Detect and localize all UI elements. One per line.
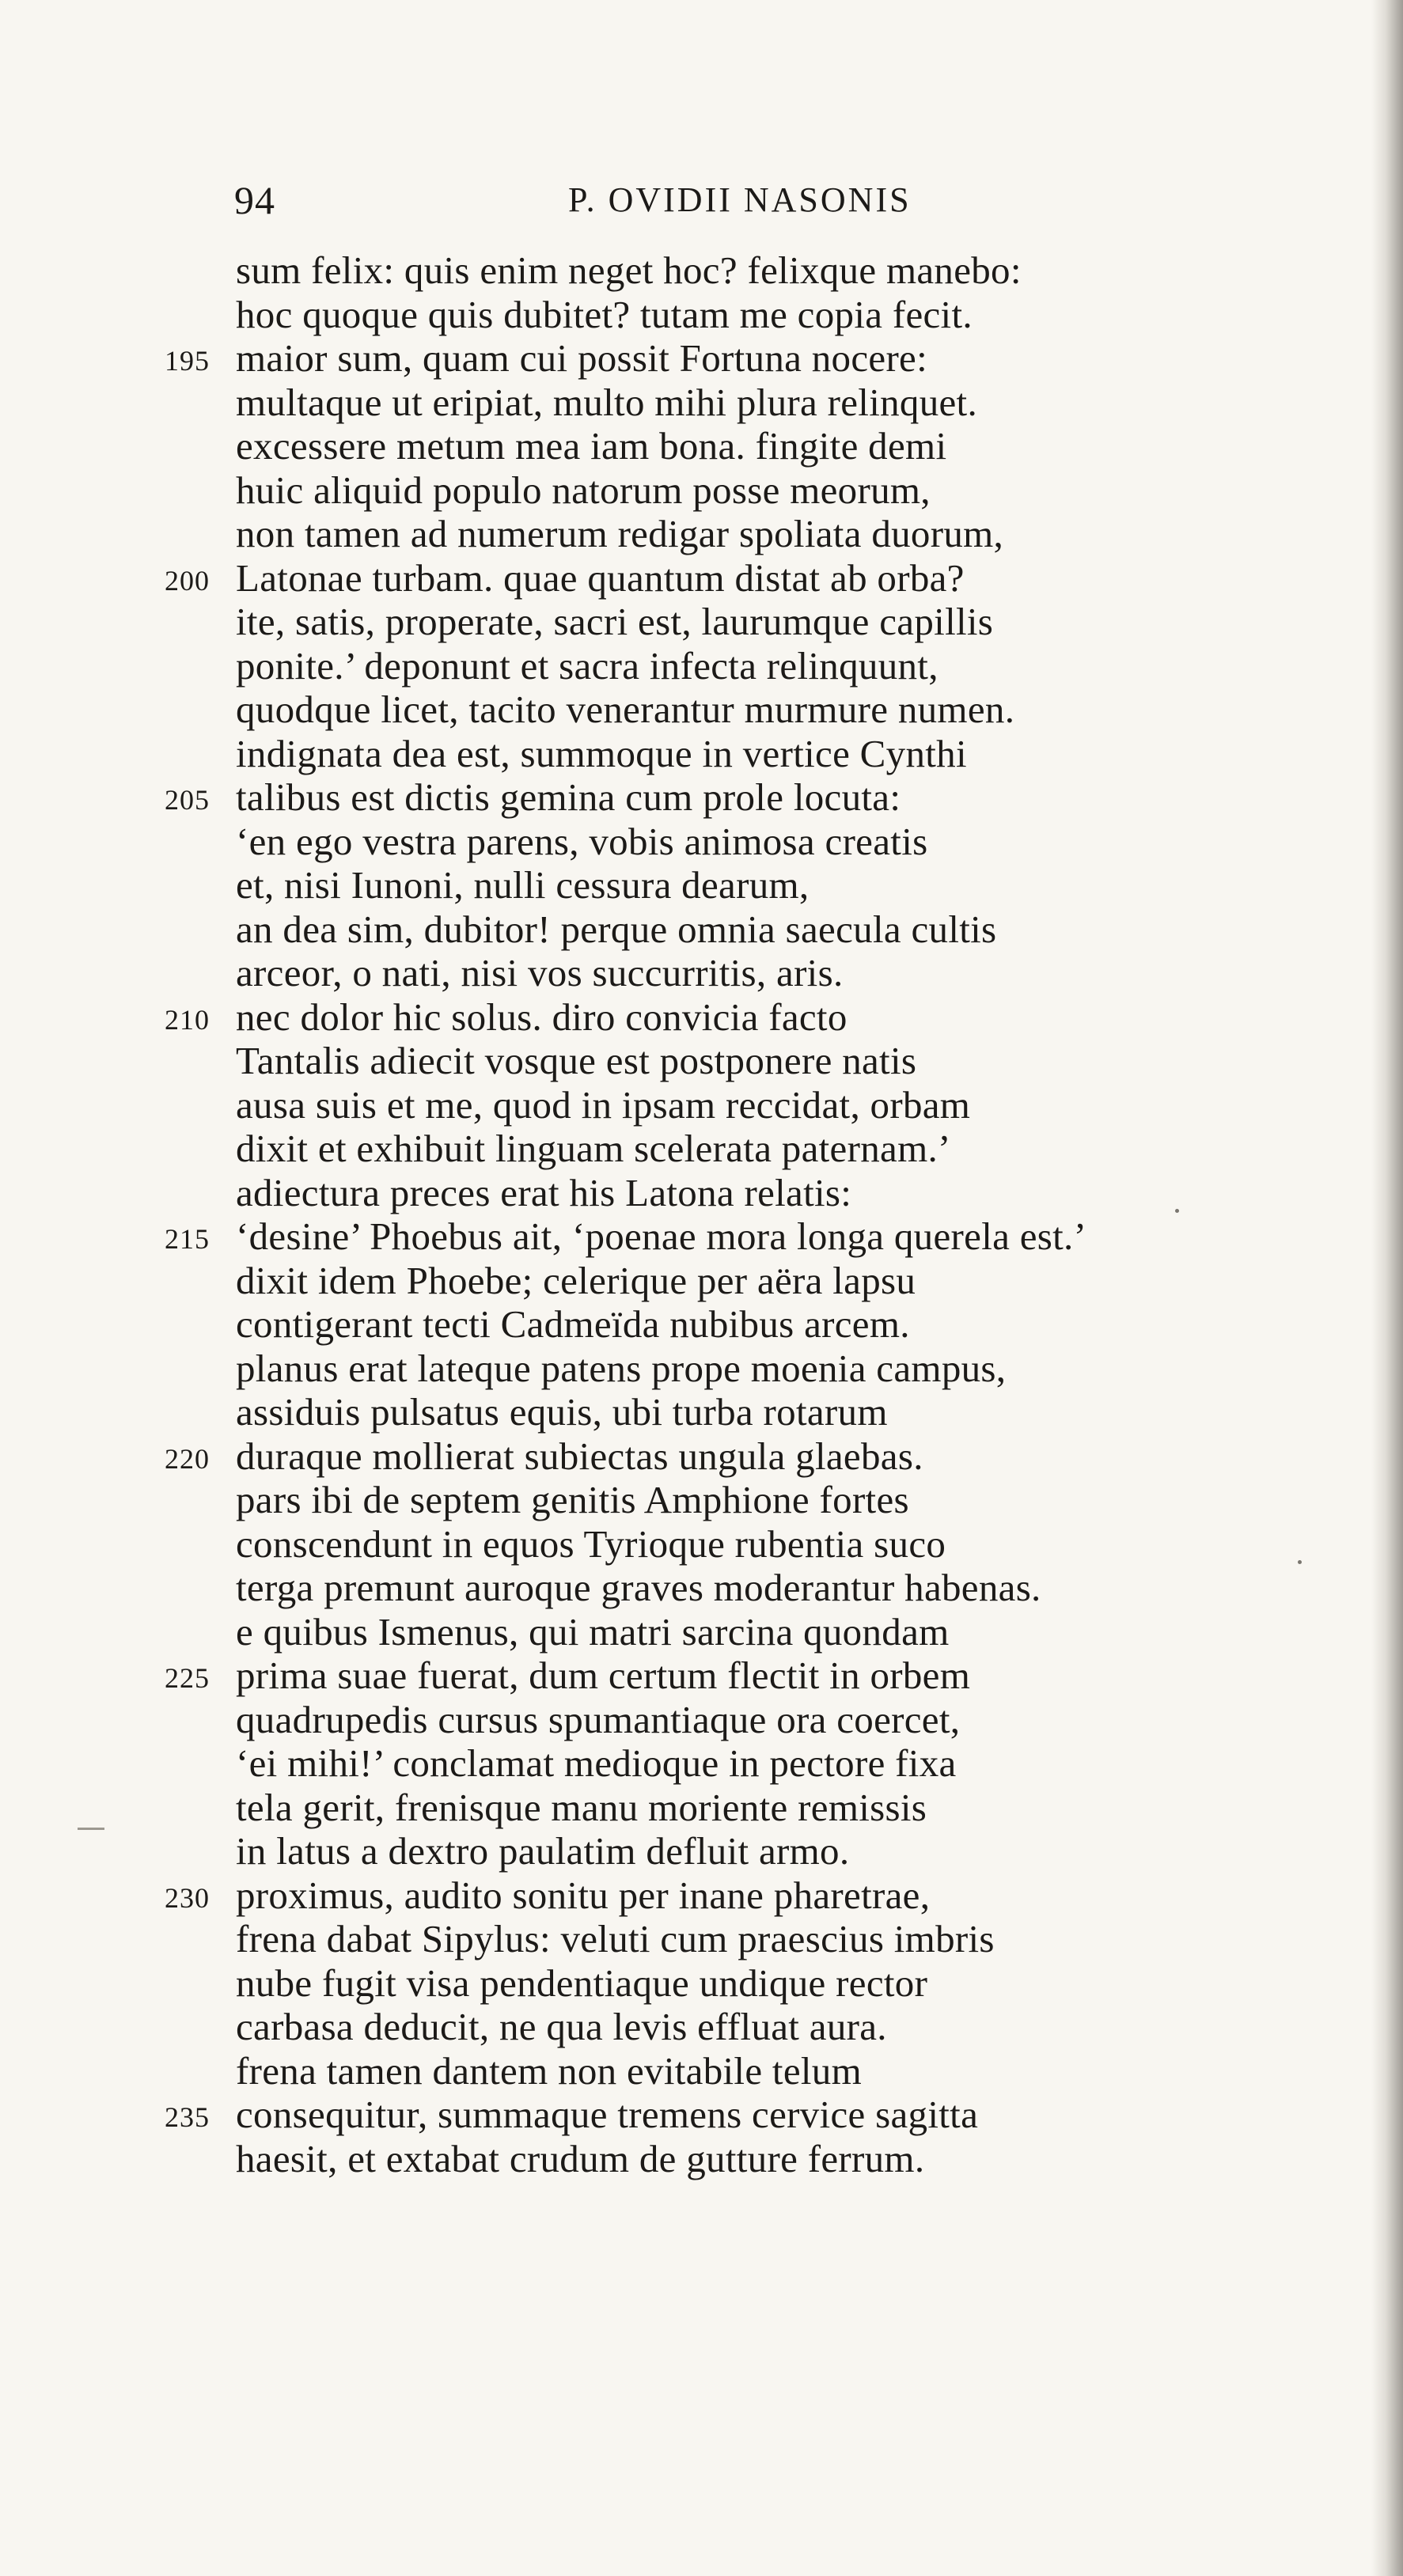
verse-text: prima suae fuerat, dum certum flectit in orbem	[236, 1654, 971, 1697]
verse-text: talibus est dictis gemina cum prole locuta:	[236, 775, 901, 819]
verse-line	[0, 2137, 1403, 2181]
verse-line	[0, 1873, 1403, 1918]
line-number: 195	[165, 345, 210, 377]
verse-text: planus erat lateque patens prope moenia campus,	[236, 1346, 1007, 1390]
verse-text: duraque mollierat subiectas ungula glaebas.	[236, 1434, 923, 1478]
verse-line	[0, 1698, 1403, 1742]
verse-line	[0, 1786, 1403, 1830]
verse-line	[0, 1478, 1403, 1522]
speck	[1298, 1560, 1302, 1564]
line-number: 205	[165, 784, 210, 816]
verse-line	[0, 1259, 1403, 1303]
verse-text: consequitur, summaque tremens cervice sagitta	[236, 2093, 979, 2136]
verse-text: indignata dea est, summoque in vertice Cynthi	[236, 731, 967, 775]
margin-mark	[78, 1828, 104, 1830]
verse-text: frena tamen dantem non evitabile telum	[236, 2048, 863, 2093]
verse-line	[0, 863, 1403, 907]
verse-line	[0, 1961, 1403, 2006]
verse-line	[0, 1347, 1403, 1391]
verse-text: quodque licet, tacito venerantur murmure numen.	[236, 688, 1015, 731]
verse-text: quadrupedis cursus spumantiaque ora coercet,	[236, 1697, 961, 1741]
verse-line	[0, 644, 1403, 688]
verse-line	[0, 820, 1403, 864]
verse-text: hoc quoque quis dubitet? tutam me copia fecit.	[236, 292, 973, 336]
verse-line	[0, 512, 1403, 556]
verse-text: assiduis pulsatus equis, ubi turba rotarum	[236, 1390, 888, 1434]
verse-text: sum felix: quis enim neget hoc? felixque manebo:	[236, 248, 1022, 292]
verse-text: ponite.’ deponunt et sacra infecta relinquunt,	[236, 643, 938, 688]
verse-text: adiectura preces erat his Latona relatis:	[236, 1170, 852, 1214]
verse-text: ‘en ego vestra parens, vobis animosa creatis	[236, 819, 928, 863]
verse-text: in latus a dextro paulatim defluit armo.	[236, 1829, 850, 1873]
verse-line	[0, 1566, 1403, 1610]
verse-line	[0, 688, 1403, 732]
verse-text: ite, satis, properate, sacri est, laurumque capillis	[236, 600, 994, 643]
verse-line	[0, 600, 1403, 644]
verse-line	[0, 1610, 1403, 1654]
line-number: 200	[165, 564, 210, 597]
verse-text: ausa suis et me, quod in ipsam reccidat, orbam	[236, 1082, 971, 1127]
verse-line	[0, 2093, 1403, 2137]
verse-line	[0, 732, 1403, 776]
verse-line	[0, 468, 1403, 513]
verse-text: ‘desine’ Phoebus ait, ‘poenae mora longa querela est.’	[236, 1214, 1087, 1258]
verse-text: contigerant tecti Cadmeïda nubibus arcem.	[236, 1302, 910, 1346]
verse-line	[0, 336, 1403, 381]
verse-text: dixit idem Phoebe; celerique per aëra lapsu	[236, 1258, 916, 1302]
verse-line	[0, 1654, 1403, 1698]
poem-text	[0, 248, 1403, 2180]
verse-text: multaque ut eripiat, multo mihi plura relinquet.	[236, 380, 978, 424]
verse-text: excessere metum mea iam bona. fingite demi	[236, 424, 947, 468]
verse-text: nube fugit visa pendentiaque undique rector	[236, 1960, 928, 2005]
verse-line	[0, 293, 1403, 337]
line-number: 210	[165, 1003, 210, 1036]
verse-text: proximus, audito sonitu per inane pharetrae,	[236, 1873, 931, 1917]
verse-line	[0, 1214, 1403, 1259]
verse-line	[0, 775, 1403, 820]
verse-text: conscendunt in equos Tyrioque rubentia suco	[236, 1521, 946, 1566]
page-header	[0, 172, 1403, 228]
verse-text: arceor, o nati, nisi vos succurritis, aris.	[236, 951, 844, 994]
verse-line	[0, 1302, 1403, 1347]
verse-line	[0, 1083, 1403, 1127]
verse-line	[0, 424, 1403, 468]
verse-text: haesit, et extabat crudum de gutture ferrum.	[236, 2136, 925, 2180]
verse-text: carbasa deducit, ne qua levis effluat aura.	[236, 2005, 887, 2048]
verse-line	[0, 2049, 1403, 2093]
verse-line	[0, 1522, 1403, 1566]
verse-line	[0, 1917, 1403, 1961]
line-number: 230	[165, 1881, 210, 1914]
verse-line	[0, 995, 1403, 1040]
verse-line	[0, 381, 1403, 425]
verse-line	[0, 1171, 1403, 1215]
verse-line	[0, 1390, 1403, 1434]
verse-line	[0, 951, 1403, 995]
verse-text: Latonae turbam. quae quantum distat ab orba?	[236, 555, 965, 600]
verse-text: et, nisi Iunoni, nulli cessura dearum,	[236, 863, 810, 907]
verse-line	[0, 1434, 1403, 1479]
verse-line	[0, 556, 1403, 600]
verse-text: nec dolor hic solus. diro convicia facto	[236, 994, 847, 1039]
verse-text: huic aliquid populo natorum posse meorum,	[236, 468, 931, 512]
running-head: P. OVIDII NASONIS	[568, 180, 912, 219]
speck	[1175, 1209, 1179, 1213]
verse-text: tela gerit, frenisque manu moriente remissis	[236, 1785, 927, 1829]
verse-text: non tamen ad numerum redigar spoliata duorum,	[236, 512, 1004, 555]
verse-text: an dea sim, dubitor! perque omnia saecula cultis	[236, 907, 997, 951]
verse-text: Tantalis adiecit vosque est postponere natis	[236, 1039, 917, 1082]
verse-text: pars ibi de septem genitis Amphione fortes	[236, 1478, 909, 1521]
verse-text: ‘ei mihi!’ conclamat medioque in pectore fixa	[236, 1741, 957, 1785]
verse-text: maior sum, quam cui possit Fortuna nocere:	[236, 336, 928, 380]
verse-line	[0, 1039, 1403, 1083]
verse-line	[0, 2005, 1403, 2049]
verse-line	[0, 1127, 1403, 1171]
verse-line	[0, 248, 1403, 293]
verse-line	[0, 907, 1403, 952]
page-number: 94	[234, 178, 275, 222]
verse-text: dixit et exhibuit linguam scelerata paternam.’	[236, 1127, 951, 1170]
verse-text: e quibus Ismenus, qui matri sarcina quondam	[236, 1609, 950, 1654]
line-number: 215	[165, 1223, 210, 1255]
verse-text: frena dabat Sipylus: veluti cum praescius imbris	[236, 1917, 995, 1960]
line-number: 225	[165, 1662, 210, 1694]
verse-line	[0, 1829, 1403, 1873]
line-number: 235	[165, 2101, 210, 2133]
verse-text: terga premunt auroque graves moderantur habenas.	[236, 1566, 1041, 1609]
line-number: 220	[165, 1442, 210, 1475]
verse-line	[0, 1741, 1403, 1786]
